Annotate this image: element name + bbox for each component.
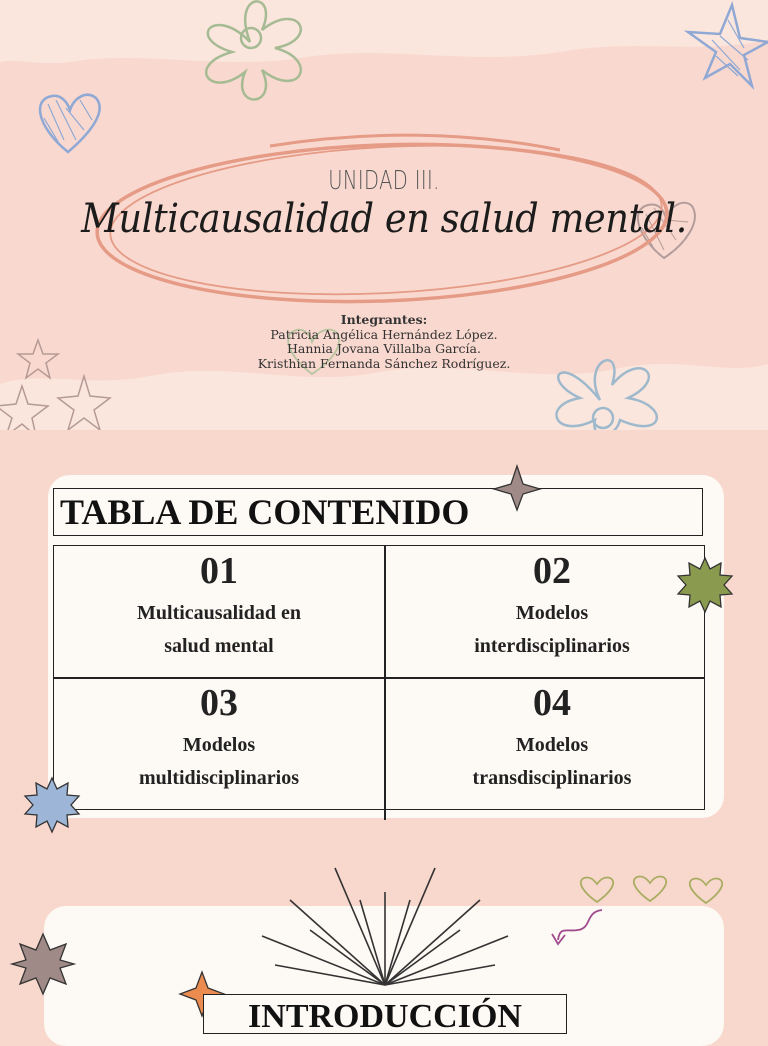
toc-item-04[interactable]: [386, 683, 718, 795]
toc-item-line: transdisciplinarios: [472, 767, 632, 789]
cover-slide: [0, 0, 768, 430]
heart-icon: [40, 95, 100, 152]
members-block: [0, 313, 768, 371]
intro-title: INTRODUCCIÓN: [203, 994, 567, 1034]
toc-item-line: Modelos: [515, 602, 589, 624]
toc-item-03[interactable]: [53, 683, 385, 795]
toc-item-line: salud mental: [164, 635, 274, 657]
member-name: Kristhian Fernanda Sánchez Rodríguez.: [257, 355, 511, 371]
toc-item-01[interactable]: [53, 551, 385, 663]
heart-icon: [690, 878, 722, 903]
toc-item-line: multidisciplinarios: [138, 767, 300, 789]
member-name: Patricia Angélica Hernández López.: [270, 326, 498, 342]
toc-item-line: Modelos: [515, 734, 589, 756]
toc-item-number: 04: [533, 682, 571, 724]
member-name: Hannia Jovana Villalba García.: [287, 341, 481, 356]
toc-title: TABLA DE CONTENIDO: [53, 488, 703, 536]
toc-item-text: [386, 597, 718, 663]
toc-item-line: Multicausalidad en: [137, 602, 301, 624]
toc-item-text: [53, 597, 385, 663]
cover-title: Multicausalidad en salud mental.: [81, 196, 687, 242]
unit-label: UNIDAD III.: [328, 166, 440, 196]
toc-item-line: interdisciplinarios: [474, 635, 630, 657]
toc-item-text: [53, 729, 385, 795]
heart-icon: [581, 877, 613, 902]
heart-icon: [634, 876, 666, 901]
members-label: Integrantes:: [340, 312, 428, 327]
toc-item-number: 02: [533, 550, 571, 592]
toc-item-text: [386, 729, 718, 795]
toc-item-line: Modelos: [182, 734, 256, 756]
toc-item-02[interactable]: [386, 551, 718, 663]
toc-item-number: 03: [200, 682, 238, 724]
toc-item-number: 01: [200, 550, 238, 592]
toc-divider: [53, 677, 705, 679]
